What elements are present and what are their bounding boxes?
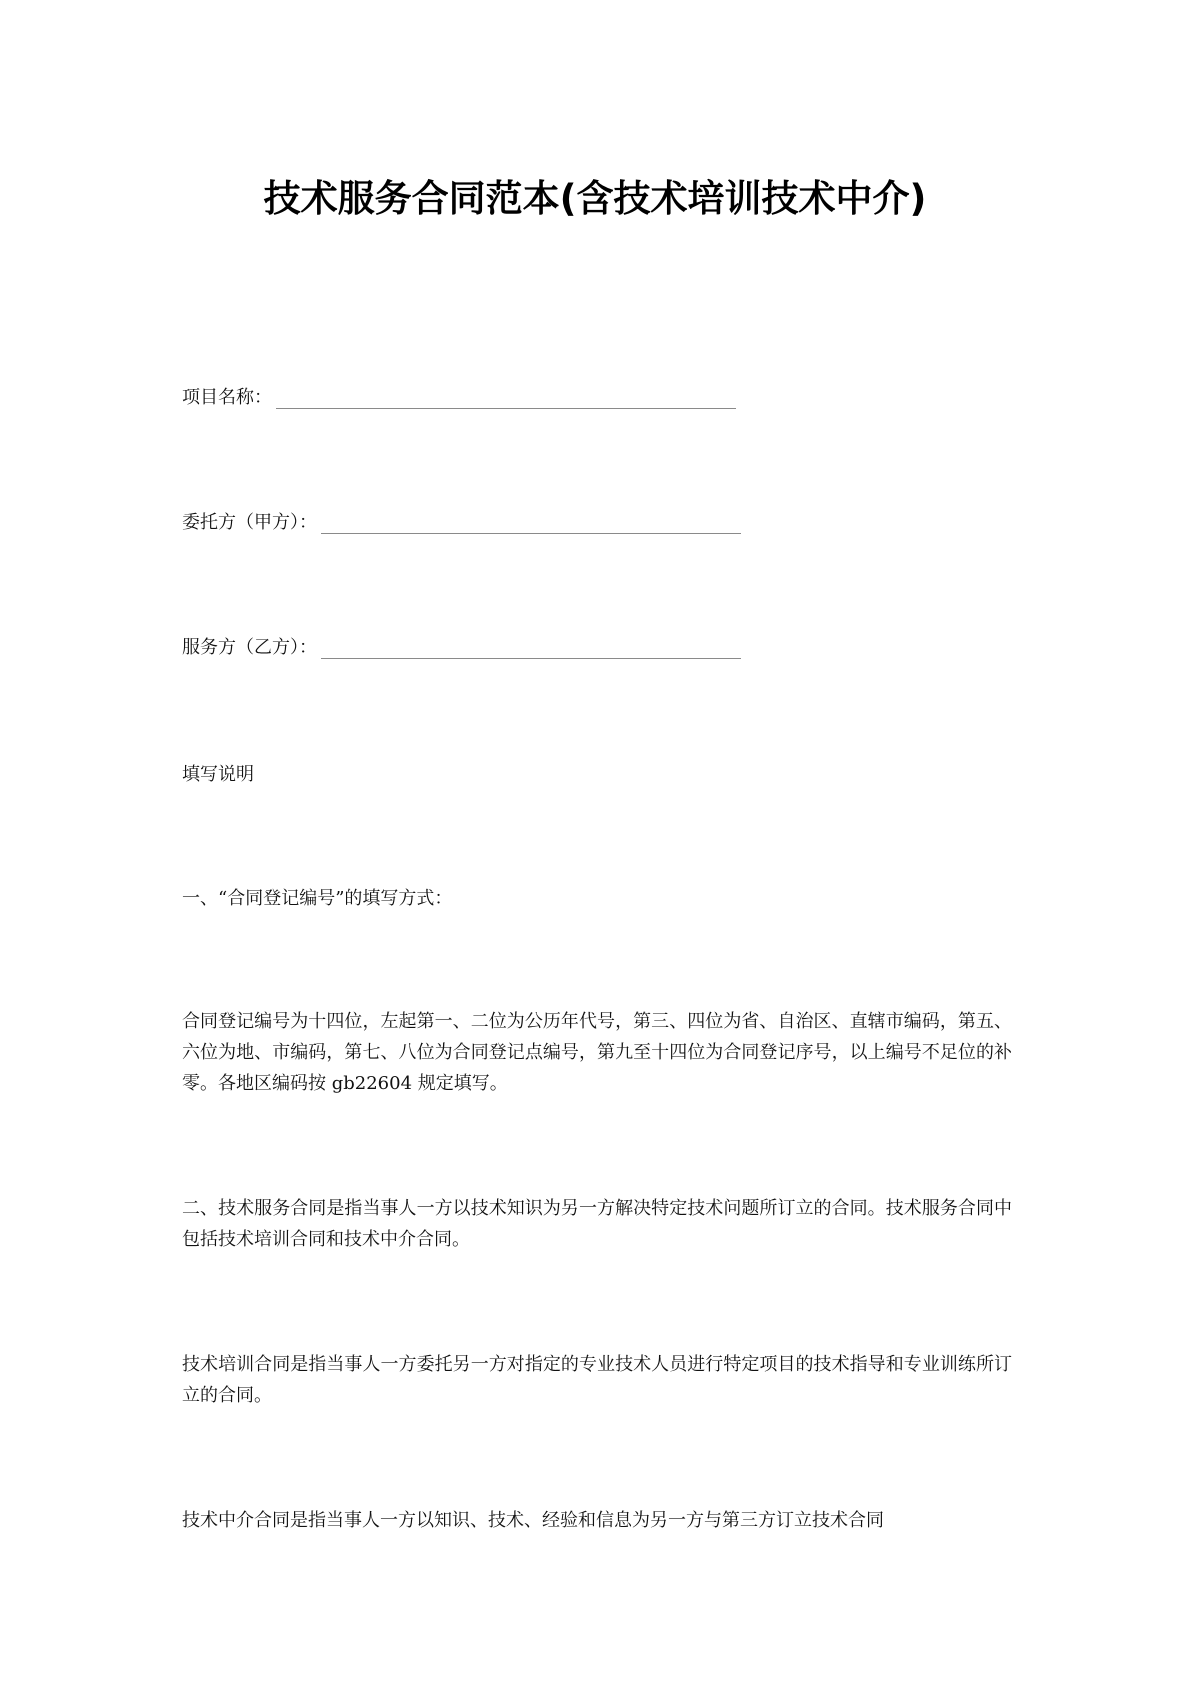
project-name-blank[interactable]: [276, 388, 736, 409]
paragraph-tech-service-definition: 二、技术服务合同是指当事人一方以技术知识为另一方解决特定技术问题所订立的合同。技术服务合同中包括技术培训合同和技术中介合同。: [182, 1198, 1012, 1250]
section-1-heading: 一、“合同登记编号”的填写方式：: [182, 888, 453, 909]
document-title: 技术服务合同范本(含技术培训技术中介): [263, 177, 927, 220]
paragraph-tech-training-definition: 技术培训合同是指当事人一方委托另一方对指定的专业技术人员进行特定项目的技术指导和专业训练所订立的合同。: [182, 1354, 1012, 1406]
service-party-field: [182, 633, 741, 659]
client-party-blank[interactable]: [321, 513, 741, 534]
client-party-field: [182, 508, 741, 534]
service-party-label: 服务方（乙方）：: [182, 637, 317, 658]
paragraph-registration-number: 合同登记编号为十四位，左起第一、二位为公历年代号，第三、四位为省、自治区、直辖市编码，第五、六位为地、市编码，第七、八位为合同登记点编号，第九至十四位为合同登记序号，以上编号不足位的补零。各地区编码按 gb22604 规定填写。: [182, 1011, 1012, 1094]
service-party-blank[interactable]: [321, 638, 741, 659]
project-name-field: [182, 383, 736, 409]
paragraph-tech-intermediary-definition: 技术中介合同是指当事人一方以知识、技术、经验和信息为另一方与第三方订立技术合同: [182, 1510, 884, 1531]
instructions-heading: 填写说明: [182, 764, 254, 785]
client-party-label: 委托方（甲方）：: [182, 512, 317, 533]
project-name-label: 项目名称：: [182, 387, 272, 408]
